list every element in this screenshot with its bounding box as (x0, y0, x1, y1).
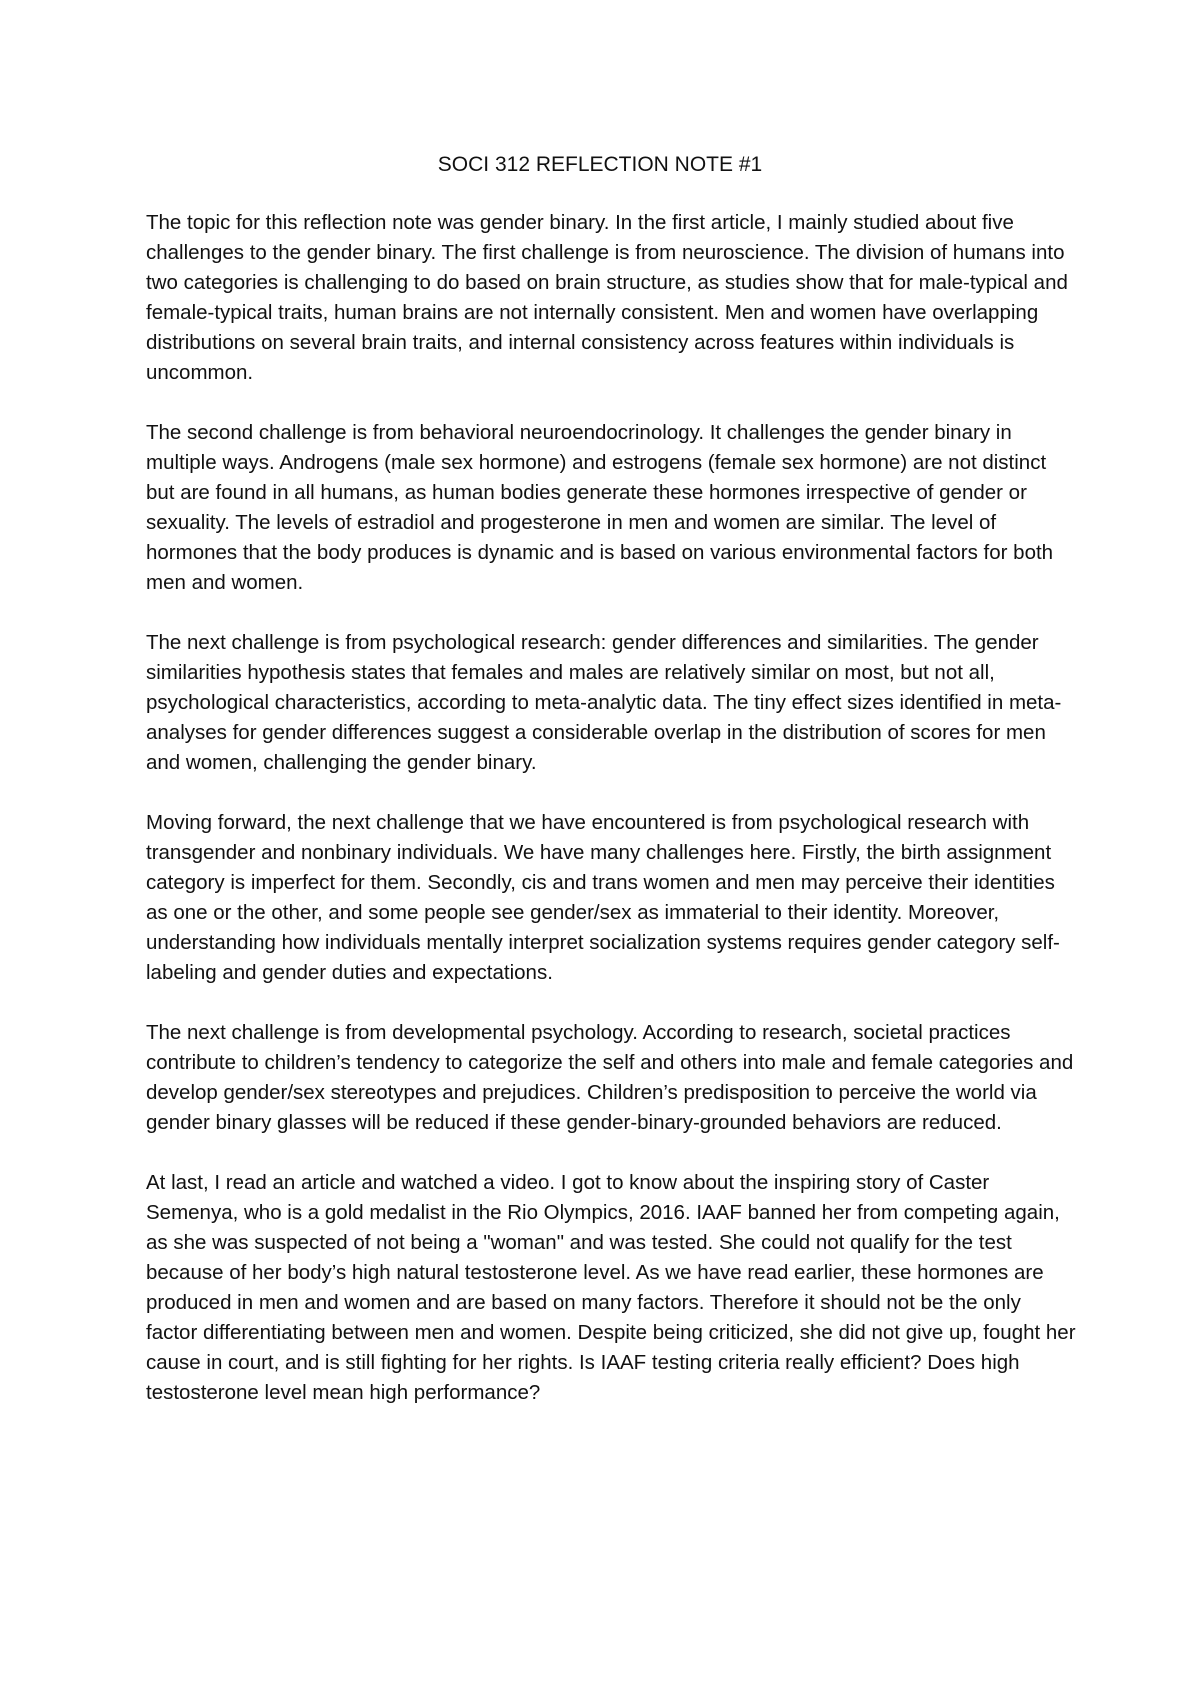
paragraph-developmental-psychology: The next challenge is from developmental psychology. According to research, societal practices contribute to children’s tendency to categorize the self and others into male and female categories and develop gender/sex stereotypes and prejudices. Children’s predisposition to perceive the world via gender binary glasses will be reduced if these gender-binary-grounded behaviors are reduced. (146, 1021, 1074, 1134)
document-title: SOCI 312 REFLECTION NOTE #1 (437, 153, 763, 176)
document-body (146, 208, 1076, 1408)
paragraph-psychological-research: The next challenge is from psychological research: gender differences and similarities. The gender similarities hypothesis states that females and males are relatively similar on most, but not all, psychological characteristics, according to meta-analytic data. The tiny effect sizes identified in meta-analyses for gender differences suggest a considerable overlap in the distribution of scores for men and women, challenging the gender binary. (146, 631, 1062, 774)
paragraph-neuroendocrinology: The second challenge is from behavioral neuroendocrinology. It challenges the gender binary in multiple ways. Androgens (male sex hormone) and estrogens (female sex hormone) are not distinct but are found in all humans, as human bodies generate these hormones irrespective of gender or sexuality. The levels of estradiol and progesterone in men and women are similar. The level of hormones that the body produces is dynamic and is based on various environmental factors for both men and women. (146, 421, 1054, 594)
paragraph-transgender-research: Moving forward, the next challenge that we have encountered is from psychological research with transgender and nonbinary individuals. We have many challenges here. Firstly, the birth assignment category is imperfect for them. Secondly, cis and trans women and men may perceive their identities as one or the other, and some people see gender/sex as immaterial to their identity. Moreover, understanding how individuals mentally interpret socialization systems requires gender category self-labeling and gender duties and expectations. (146, 811, 1060, 984)
paragraph-caster-semenya: At last, I read an article and watched a video. I got to know about the inspiring story of Caster Semenya, who is a gold medalist in the Rio Olympics, 2016. IAAF banned her from competing again, as she was suspected of not being a "woman" and was tested. She could not qualify for the test because of her body’s high natural testosterone level. As we have read earlier, these hormones are produced in men and women and are based on many factors. Therefore it should not be the only factor differentiating between men and women. Despite being criticized, she did not give up, fought her cause in court, and is still fighting for her rights. Is IAAF testing criteria really efficient? Does high testosterone level mean high performance? (146, 1171, 1076, 1404)
paragraph-neuroscience: The topic for this reflection note was gender binary. In the first article, I mainly studied about five challenges to the gender binary. The first challenge is from neuroscience. The division of humans into two categories is challenging to do based on brain structure, as studies show that for male-typical and female-typical traits, human brains are not internally consistent. Men and women have overlapping distributions on several brain traits, and internal consistency across features within individuals is uncommon. (146, 211, 1068, 384)
